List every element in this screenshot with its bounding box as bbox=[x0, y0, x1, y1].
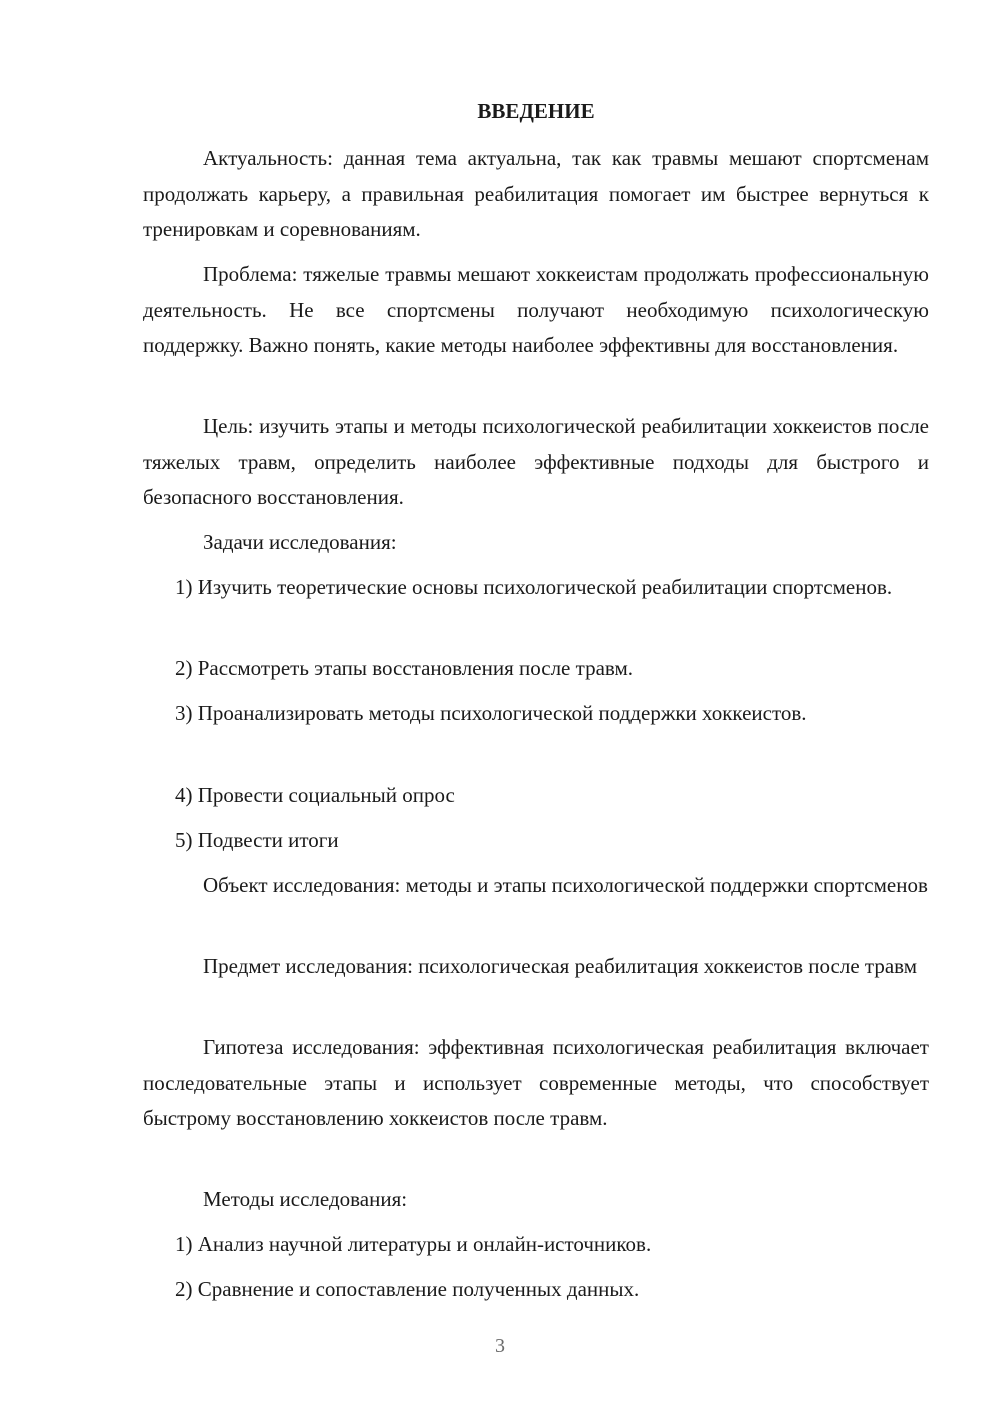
task-item: 2) Рассмотреть этапы восстановления после травм. bbox=[175, 656, 633, 680]
relevance-paragraph: Актуальность: данная тема актуальна, так как травмы мешают спортсменам продолжать карьеру, а правильная реабилитация помогает им быстрее вернуться к тренировкам и соревнованиям. bbox=[143, 146, 929, 241]
hypothesis-paragraph: Гипотеза исследования: эффективная психологическая реабилитация включает последовательные этапы и использует современные методы, что способствует быстрому восстановлению хоккеистов после травм. bbox=[143, 1035, 929, 1130]
method-item: 1) Анализ научной литературы и онлайн-источников. bbox=[175, 1232, 652, 1256]
problem-paragraph: Проблема: тяжелые травмы мешают хоккеистам продолжать профессиональную деятельность. Не все спортсмены получают необходимую психологическую поддержку. Важно понять, какие методы наиболее эффективны для восстановления. bbox=[143, 262, 929, 357]
object-paragraph: Объект исследования: методы и этапы психологической поддержки спортсменов bbox=[203, 873, 928, 897]
tasks-title: Задачи исследования: bbox=[203, 530, 397, 554]
goal-paragraph: Цель: изучить этапы и методы психологической реабилитации хоккеистов после тяжелых травм, определить наиболее эффективные подходы для быстрого и безопасного восстановления. bbox=[143, 414, 929, 509]
task-item: 5) Подвести итоги bbox=[175, 828, 339, 852]
task-item: 1) Изучить теоретические основы психологической реабилитации спортсменов. bbox=[175, 575, 893, 599]
page-number: 3 bbox=[495, 1335, 505, 1357]
subject-paragraph: Предмет исследования: психологическая реабилитация хоккеистов после травм bbox=[203, 954, 918, 978]
task-item: 3) Проанализировать методы психологической поддержки хоккеистов. bbox=[175, 701, 807, 725]
method-item: 2) Сравнение и сопоставление полученных данных. bbox=[175, 1277, 640, 1301]
methods-title: Методы исследования: bbox=[203, 1187, 408, 1211]
section-heading: ВВЕДЕНИЕ bbox=[477, 99, 595, 123]
task-item: 4) Провести социальный опрос bbox=[175, 783, 455, 807]
